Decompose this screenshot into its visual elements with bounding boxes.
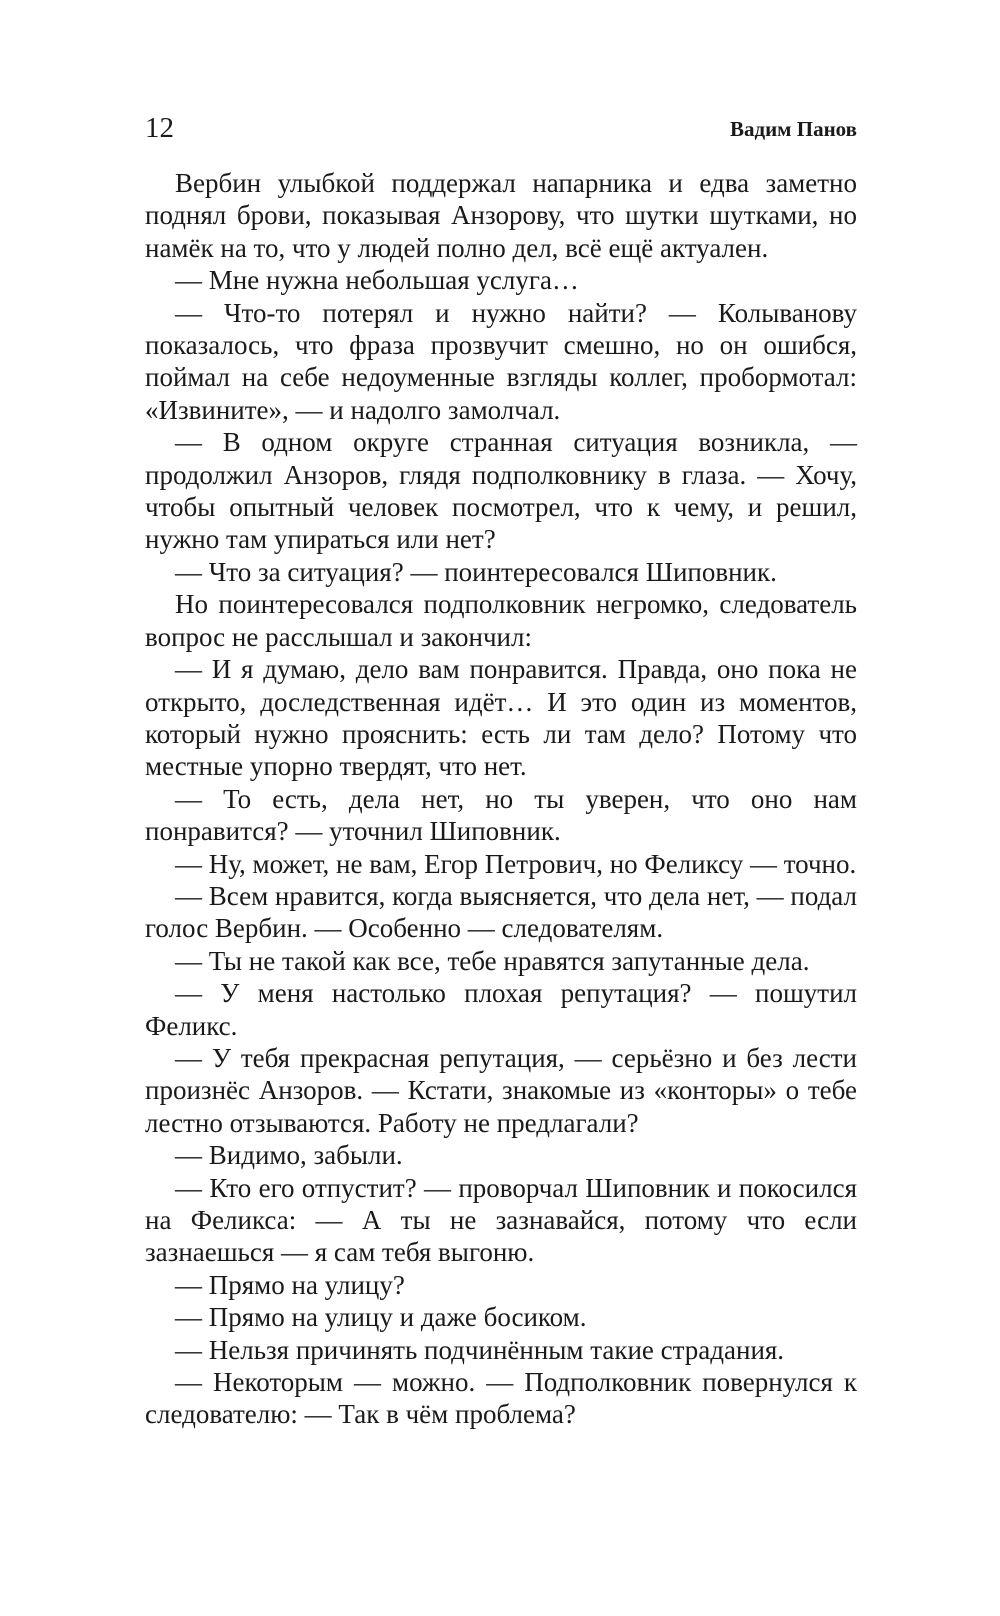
paragraph: — Прямо на улицу? [175,1269,405,1300]
paragraph: Но поинтересовался подполковник негромко, следователь вопрос не расслышал и закончил: [145,589,857,652]
running-head-author: Вадим Панов [729,117,857,141]
paragraph: — И я думаю, дело вам понравится. Правда, оно пока не открыто, доследственная идёт… И это один из моментов, который нужно прояснить: есть ли там дело? Потому что местные упорно твердят, что нет. [145,654,857,782]
paragraph: — Прямо на улицу и даже босиком. [175,1302,587,1333]
paragraph: — У меня настолько плохая репутация? — пошутил Феликс. [145,978,857,1041]
paragraph: — Всем нравится, когда выясняется, что дела нет, — подал голос Вербин. — Особенно — следователям. [145,880,857,944]
paragraph: — Кто его отпустит? — проворчал Шиповник и покосился на Феликса: — А ты не зазнавайся, потому что если зазнаешься — я сам тебя выгоню. [145,1172,857,1268]
paragraph: — Что-то потерял и нужно найти? — Колыванову показалось, что фраза прозвучит смешно, но он ошибся, поймал на себе недоуменные взгляды коллег, пробормотал: «Извините», — и надолго замолчал. [145,297,857,425]
paragraph: — Что за ситуация? — поинтересовался Шиповник. [175,556,777,587]
paragraph: — Ну, может, не вам, Егор Петрович, но Феликсу — точно. [175,848,857,879]
page-number: 12 [145,112,174,144]
paragraph: — Мне нужна небольшая услуга… [175,265,579,296]
paragraph: — Некоторым — можно. — Подполковник повернулся к следователю: — Так в чём проблема? [145,1367,857,1430]
paragraph: — То есть, дела нет, но ты уверен, что оно нам понравится? — уточнил Шиповник. [145,783,857,847]
paragraph: — В одном округе странная ситуация возникла, — продолжил Анзоров, глядя подполковнику в глаза. — Хочу, чтобы опытный человек посмотрел, что к чему, и решил, нужно там упираться или нет? [145,427,857,555]
body-text [145,167,857,1431]
paragraph: — Видимо, забыли. [175,1140,403,1171]
paragraph: — Ты не такой как все, тебе нравятся запутанные дела. [175,945,810,976]
paragraph: — У тебя прекрасная репутация, — серьёзно и без лести произнёс Анзоров. — Кстати, знакомые из «конторы» о тебе лестно отзываются. Работу не предлагали? [145,1042,857,1138]
paragraph: — Нельзя причинять подчинённым такие страдания. [175,1334,785,1365]
page-header [145,110,857,150]
paragraph: Вербин улыбкой поддержал напарника и едва заметно поднял брови, показывая Анзорову, что шутки шутками, но намёк на то, что у людей полно дел, всё ещё актуален. [145,168,857,263]
